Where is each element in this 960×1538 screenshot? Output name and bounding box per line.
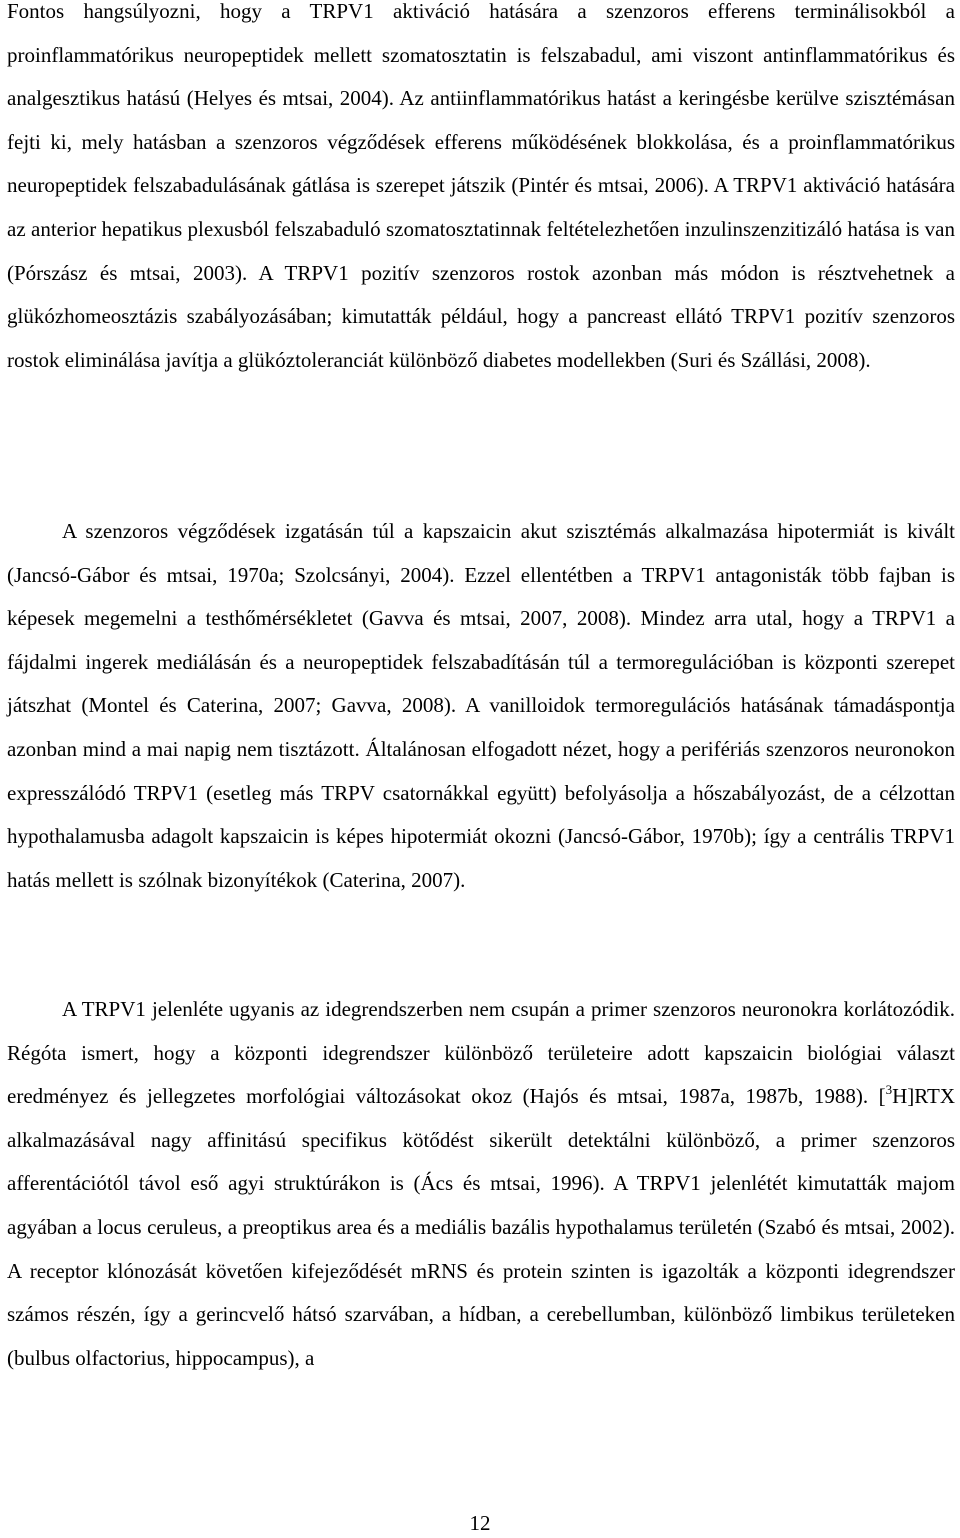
paragraph-1: Fontos hangsúlyozni, hogy a TRPV1 aktiváció hatására a szenzoros efferens terminálisokból a proinflammatórikus neuropeptidek mellett szomatosztatin is felszabadul, ami viszont antinflammatórikus és analgesztikus hatású (Helyes és mtsai, 2004). Az antiinflammatórikus hatást a keringésbe kerülve szisztémásan fejti ki, mely hatásban a szenzoros végződések efferens működésének blokkolása, és a proinflammatórikus neuropeptidek felszabadulásának gátlása is szerepet játszik (Pintér és mtsai, 2006). A TRPV1 aktiváció hatására az anterior hepatikus plexusból felszabaduló szomatosztatinnak feltételezhetően inzulinszenzitizáló hatása is van (Pórszász és mtsai, 2003). A TRPV1 pozitív szenzoros rostok azonban más módon is résztvehetnek a glükózhomeosztázis szabályozásában; kimutatták például, hogy a pancreast ellátó TRPV1 pozitív szenzoros rostok eliminálása javítja a glükóztoleranciát különböző diabetes modellekben (Suri és Szállási, 2008).	[7, 0, 955, 372]
isotope-superscript: 3	[885, 1082, 893, 1098]
paragraph-2: A szenzoros végződések izgatásán túl a kapszaicin akut szisztémás alkalmazása hipotermiát is kivált (Jancsó-Gábor és mtsai, 1970a; Szolcsányi, 2004). Ezzel ellentétben a TRPV1 antagonisták több fajban is képesek megemelni a testhőmérsékletet (Gavva és mtsai, 2007, 2008). Mindez arra utal, hogy a TRPV1 a fájdalmi ingerek mediálásán és a neuropeptidek felszabadításán túl a termoregulációban is központi szerepet játszhat (Montel és Caterina, 2007; Gavva, 2008). A vanilloidok termoregulációs hatásának támadáspontja azonban mind a mai napig nem tisztázott. Általánosan elfogadott nézet, hogy a perifériás szenzoros neuronokon expresszálódó TRPV1 (esetleg más TRPV csatornákkal együtt) befolyásolja a hőszabályozást, de a célzottan hypothalamusba adagolt kapszaicin is képes hipotermiát okozni (Jancsó-Gábor, 1970b); így a centrális TRPV1 hatás mellett is szólnak bizonyítékok (Caterina, 2007).	[7, 519, 955, 892]
paragraph-3-text-before-superscript: A TRPV1 jelenléte ugyanis az idegrendszerben nem csupán a primer szenzoros neuronokra korlátozódik. Régóta ismert, hogy a központi idegrendszer különböző területeire adott kapszaicin biológiai választ eredményez és jellegzetes morfológiai változásokat okoz (Hajós és mtsai, 1987a, 1987b, 1988). [	[7, 997, 955, 1109]
paragraph-3-text-after-superscript: H]RTX alkalmazásával nagy affinitású specifikus kötődést sikerült detektálni különböző, a primer szenzoros afferentációtól távol eső agyi struktúrákon is (Ács és mtsai, 1996). A TRPV1 jelenlétét kimutatták majom agyában a locus ceruleus, a preoptikus area és a mediális bazális hypothalamus területén (Szabó és mtsai, 2002). A receptor klónozását követően kifejeződését mRNS és protein szinten is igazolták a központi idegrendszer számos részén, így a gerincvelő hátsó szarvában, a hídban, a cerebellumban, különböző limbikus területeken (bulbus olfactorius, hippocampus), a	[7, 1084, 955, 1370]
paragraph-3	[7, 988, 955, 1380]
page-number: 12	[469, 1511, 491, 1535]
